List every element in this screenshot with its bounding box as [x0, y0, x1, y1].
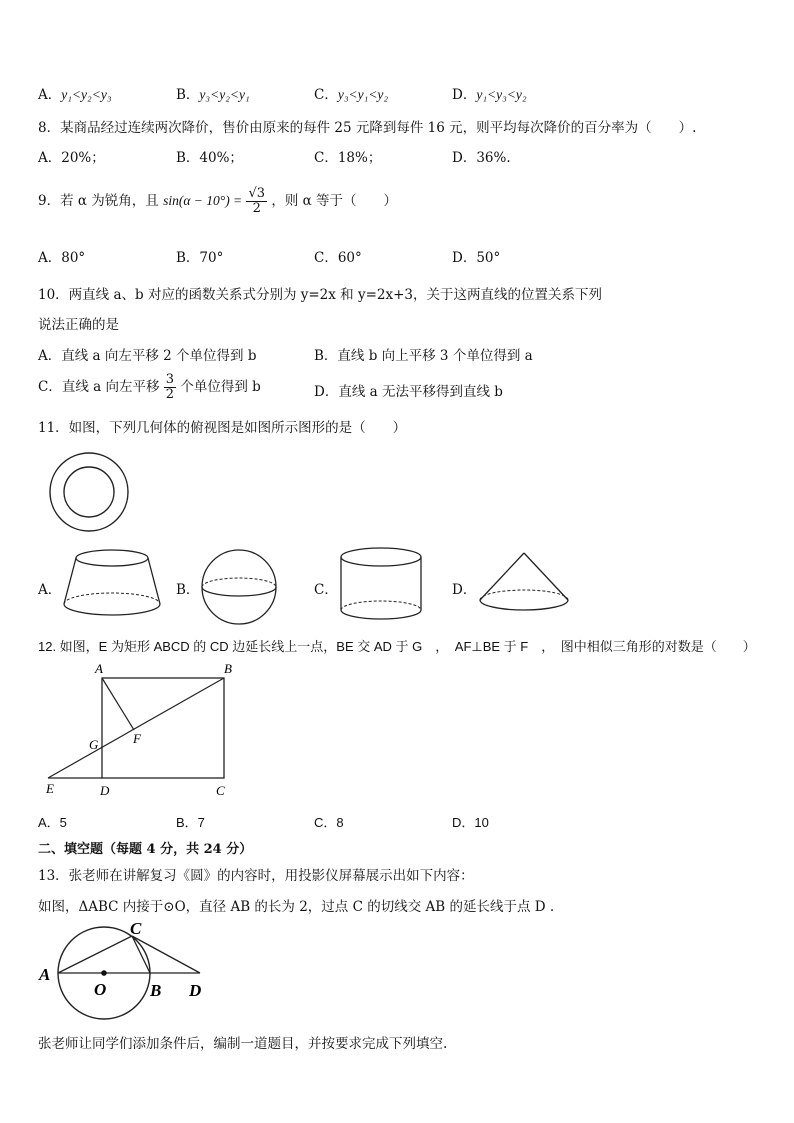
label-c: C — [216, 783, 225, 798]
q13-circle-figure — [36, 918, 216, 1020]
q12-rectangle-figure — [40, 660, 240, 802]
q10-question-line2: 说法正确的是 — [38, 317, 119, 333]
cone-shape — [476, 550, 572, 618]
q8-option-a: A．20%； — [38, 150, 105, 166]
q12-option-b: B．7 — [176, 815, 205, 830]
q8-option-c: C．18%； — [314, 150, 382, 166]
q10-question-line1: 10．两直线 a、b 对应的函数关系式分别为 y=2x 和 y=2x+3，关于这两直线的位置关系下列 — [38, 287, 603, 303]
label-c: C — [130, 919, 142, 938]
sphere-shape — [198, 548, 280, 626]
q8-option-b: B．40%； — [176, 150, 243, 166]
label-e: E — [46, 781, 54, 796]
q13-line2: 如图，ΔABC 内接于⊙O，直径 AB 的长为 2，过点 C 的切线交 AB 的延长线于点 D . — [38, 899, 555, 915]
q12-option-a: A．5 — [38, 815, 67, 830]
q9-option-d: D．50° — [452, 250, 501, 266]
q11-question: 11．如图，下列几何体的俯视图是如图所示图形的是（ ） — [38, 420, 407, 436]
q9-fraction: $\frac{√3}{2}$ — [248, 186, 266, 216]
q10-option-a: A．直线 a 向左平移 2 个单位得到 b — [38, 348, 257, 364]
section-title: 二、填空题（每题 4 分，共 24 分） — [38, 842, 253, 857]
line-ac — [58, 936, 132, 973]
q10-option-d: D．直线 a 无法平移得到直线 b — [314, 384, 503, 400]
label-a: A — [95, 661, 103, 676]
label-f: F — [133, 731, 141, 746]
outer-ring — [50, 453, 128, 531]
q7-option-b: B．y₃<y₂<y₁ — [176, 87, 250, 103]
q10-fraction: $\frac{3}{2}$ — [165, 372, 175, 402]
line-be — [48, 678, 224, 778]
q11-top-view-figure — [40, 452, 138, 532]
label-g: G — [89, 737, 99, 752]
q7-option-d: D．y₁<y₃<y₂ — [452, 87, 527, 103]
q11-option-c-label: C． — [314, 582, 338, 598]
label-b: B — [150, 981, 162, 1000]
q13-line1: 13．张老师在讲解复习《圆》的内容时，用投影仪屏幕展示出如下内容： — [38, 868, 474, 884]
q9-question: 9．若 α 为锐角，且 sin(α − 10°) = $\frac{√3}{2}$ ，则 α 等于（ ） — [38, 186, 398, 216]
q10-option-c: C．直线 a 向左平移 $\frac{3}{2}$ 个单位得到 b — [38, 372, 261, 402]
q8-option-d: D．36%. — [452, 150, 511, 166]
line-cd — [132, 936, 200, 973]
label-b: B — [224, 661, 232, 676]
line-af — [102, 678, 134, 730]
q9-option-b: B．70° — [176, 250, 224, 266]
frustum-shape — [60, 548, 164, 624]
q12-question: 12. 如图，E 为矩形 ABCD 的 CD 边延长线上一点，BE 交 AD 于 G ， AF⊥BE 于 F ， 图中相似三角形的对数是（ ） — [38, 639, 756, 654]
q7-option-a: A．y₁<y₂<y₃ — [38, 87, 112, 103]
q11-option-b-label: B． — [176, 582, 200, 598]
inner-ring — [64, 467, 114, 517]
q7-option-c: C．y₃<y₁<y₂ — [314, 87, 389, 103]
q12-option-d: D．10 — [452, 815, 489, 830]
q13-line3: 张老师让同学们添加条件后，编制一道题目，并按要求完成下列填空. — [38, 1036, 448, 1052]
label-a: A — [39, 965, 51, 984]
q12-option-c: C．8 — [314, 815, 344, 830]
label-d: D — [100, 783, 110, 798]
cylinder-shape — [338, 546, 424, 624]
label-d: D — [189, 981, 202, 1000]
label-o: O — [94, 980, 107, 999]
q9-option-a: A．80° — [38, 250, 86, 266]
q11-option-a-label: A． — [38, 582, 62, 598]
q9-option-c: C．60° — [314, 250, 362, 266]
q10-option-b: B．直线 b 向上平移 3 个单位得到 a — [314, 348, 533, 364]
q11-option-d-label: D． — [452, 582, 477, 598]
q9-sin-expression: sin(α − 10°) = — [163, 193, 243, 208]
q8-question: 8．某商品经过连续两次降价，售价由原来的每件 25 元降到每件 16 元，则平均每次降价的百分率为（ ）. — [38, 120, 697, 136]
center-point — [101, 970, 107, 976]
